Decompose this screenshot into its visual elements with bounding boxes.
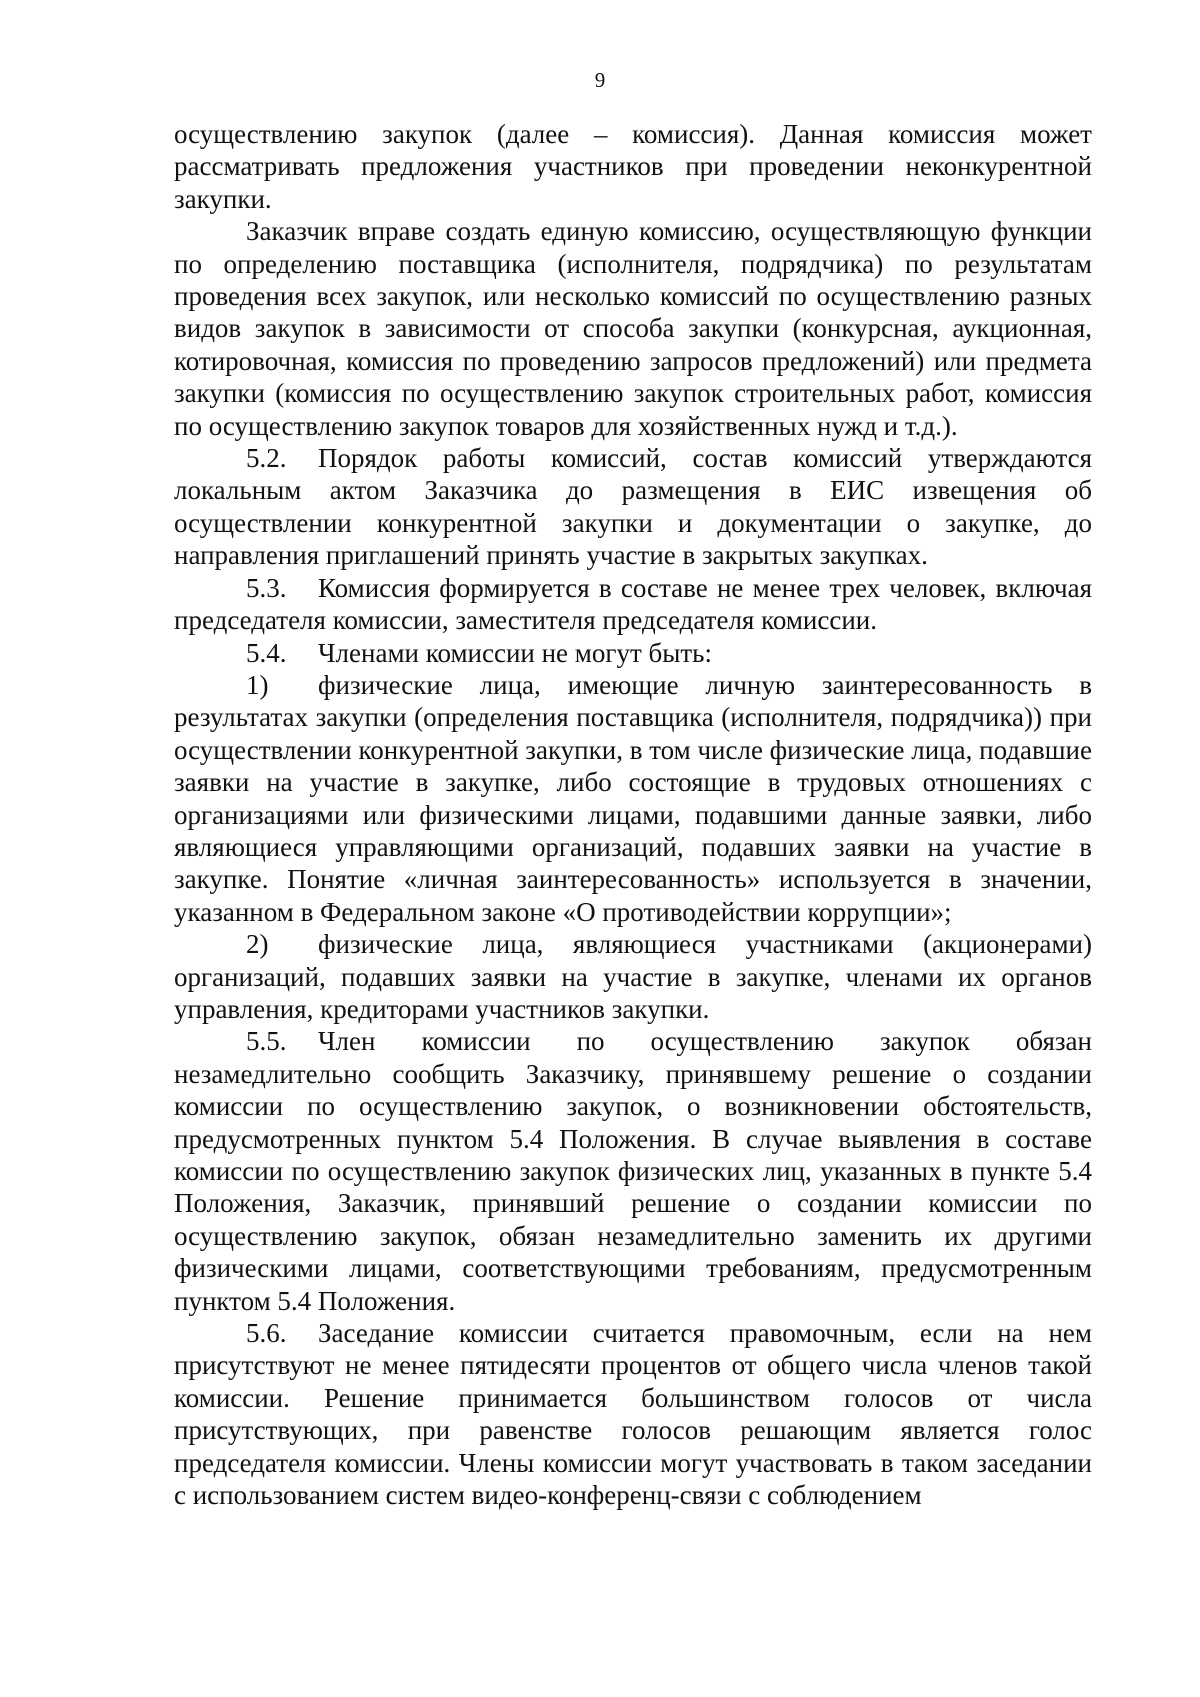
clause-5-5: [174, 1025, 1092, 1317]
clause-number: 5.5.: [246, 1026, 287, 1057]
clause-number: 5.4.: [246, 637, 287, 668]
clause-5-4-item-1: [174, 669, 1092, 928]
clause-text: Членами комиссии не могут быть:: [318, 637, 712, 668]
clause-5-4-item-2: [174, 928, 1092, 1025]
page-number: 9: [594, 68, 606, 92]
document-body: [174, 118, 1092, 1511]
clause-5-6: [174, 1317, 1092, 1511]
list-item-number: 1): [246, 669, 269, 700]
paragraph-text: Заказчик вправе создать единую комиссию, осуществляющую функции по определению поставщика (исполнителя, подрядчика) по результатам проведения всех закупок, или несколько комиссий по осуществлению разных видов закупок в зависимости от способа закупки (конкурсная, аукционная, котировочная, комиссия по проведению запросов предложений) или предмета закупки (комиссия по осуществлению закупок строительных работ, комиссия по осуществлению закупок товаров для хозяйственных нужд и т.д.).: [174, 216, 1092, 441]
paragraph-continuation: [174, 118, 1092, 215]
clause-number: 5.6.: [246, 1318, 287, 1349]
paragraph-text: осуществлению закупок (далее – комиссия). Данная комиссия может рассматривать предложения участников при проведении неконкурентной закупки.: [174, 119, 1092, 214]
clause-text: Порядок работы комиссий, состав комиссий утверждаются локальным актом Заказчика до размещения в ЕИС извещения об осуществлении конкурентной закупки и документации о закупке, до направления приглашений принять участие в закрытых закупках.: [174, 443, 1092, 571]
clause-text: Комиссия формируется в составе не менее трех человек, включая председателя комиссии, заместителя председателя комиссии.: [174, 572, 1092, 636]
clause-5-2: [174, 442, 1092, 572]
list-item-text: физические лица, являющиеся участниками (акционерами) организаций, подавших заявки на участие в закупке, членами их органов управления, кредиторами участников закупки.: [174, 929, 1092, 1024]
clause-number: 5.3.: [246, 572, 287, 603]
clause-5-4: [174, 637, 1092, 669]
clause-number: 5.2.: [246, 443, 287, 474]
clause-text: Член комиссии по осуществлению закупок обязан незамедлительно сообщить Заказчику, принявшему решение о создании комиссии по осуществлению закупок, о возникновении обстоятельств, предусмотренных пунктом 5.4 Положения. В случае выявления в составе комиссии по осуществлению закупок физических лиц, указанных в пункте 5.4 Положения, Заказчик, принявший решение о создании комиссии по осуществлению закупок, обязан незамедлительно заменить их другими физическими лицами, соответствующими требованиям, предусмотренным пунктом 5.4 Положения.: [174, 1026, 1092, 1316]
clause-5-3: [174, 572, 1092, 637]
list-item-text: физические лица, имеющие личную заинтересованность в результатах закупки (определения поставщика (исполнителя, подрядчика)) при осуществлении конкурентной закупки, в том числе физические лица, подавшие заявки на участие в закупке, либо состоящие в трудовых отношениях с организациями или физическими лицами, подавшими данные заявки, либо являющиеся управляющими организаций, подавших заявки на участие в закупке. Понятие «личная заинтересованность» используется в значении, указанном в Федеральном законе «О противодействии коррупции»;: [174, 669, 1092, 927]
clause-text: Заседание комиссии считается правомочным, если на нем присутствуют не менее пятидесяти процентов от общего числа членов такой комиссии. Решение принимается большинством голосов от числа присутствующих, при равенстве голосов решающим является голос председателя комиссии. Члены комиссии могут участвовать в таком заседании с использованием систем видео-конференц-связи с соблюдением: [174, 1318, 1092, 1511]
list-item-number: 2): [246, 929, 269, 960]
paragraph-single-commission: [174, 215, 1092, 442]
